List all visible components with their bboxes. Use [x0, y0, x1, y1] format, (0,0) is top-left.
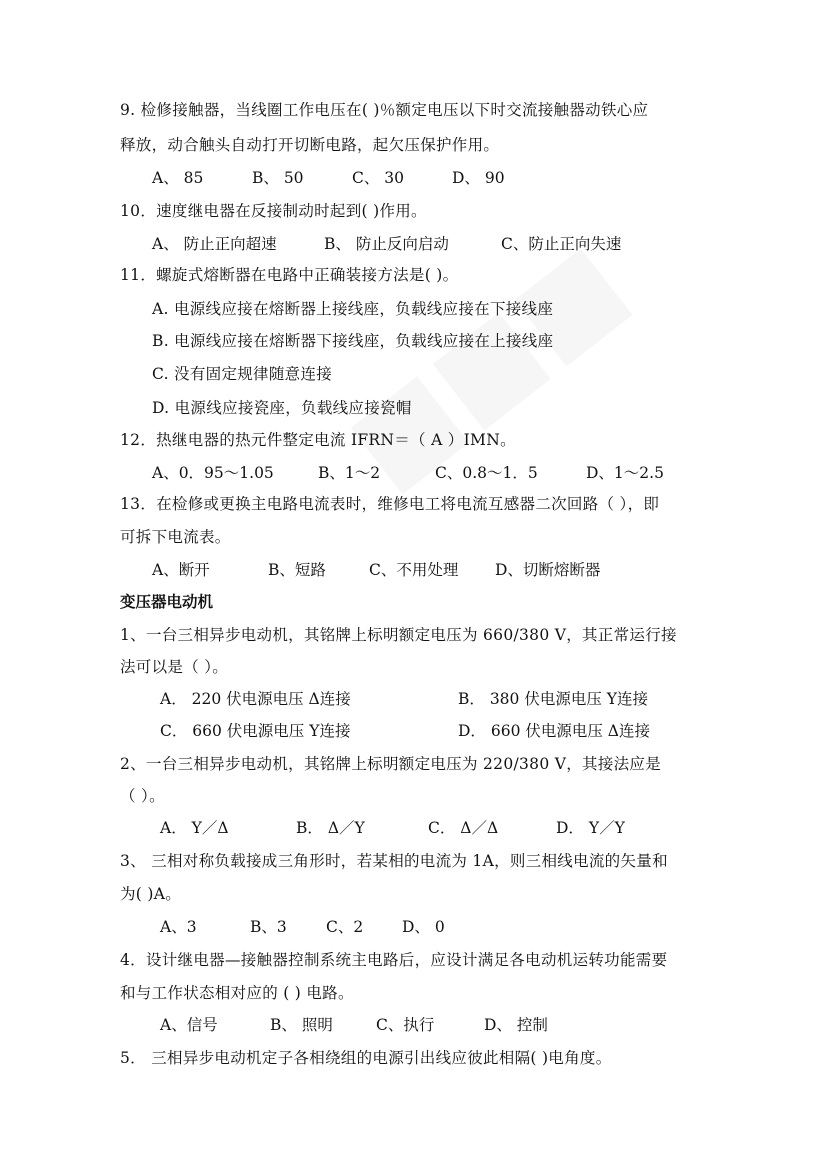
motor-question-4-option-b: B、 照明 [270, 1016, 333, 1034]
question-12-option-c: C、0.8～1．5 [435, 464, 538, 482]
motor-question-3-option-b: B、3 [250, 918, 287, 936]
motor-question-3-option-d: D、 0 [402, 918, 445, 936]
question-11-line-1: 11．螺旋式熔断器在电路中正确装接方法是( )。 [120, 266, 459, 284]
motor-question-1-option-a: A． 220 伏电源电压 Δ连接 [160, 690, 351, 708]
motor-question-2-option-b: B． Δ／Y [296, 819, 365, 837]
question-9-line-2: 释放，动合触头自动打开切断电路，起欠压保护作用。 [120, 136, 500, 154]
question-12-option-d: D、1～2.5 [586, 464, 664, 482]
question-9-line-1: 9. 检修接触器，当线圈工作电压在( )％额定电压以下时交流接触器动铁心应 [120, 101, 649, 119]
motor-question-3-line-1: 3、 三相对称负载接成三角形时，若某相的电流为 1A，则三相线电流的矢量和 [120, 852, 668, 870]
question-10-option-c: C、防止正向失速 [501, 235, 622, 253]
question-10-line-1: 10．速度继电器在反接制动时起到( )作用。 [120, 202, 427, 220]
question-13-option-a: A、断开 [152, 561, 210, 579]
question-13-line-2: 可拆下电流表。 [120, 528, 231, 546]
motor-question-1-line-1: 1、一台三相异步电动机，其铭牌上标明额定电压为 660/380 V，其正常运行接 [120, 626, 677, 644]
motor-question-2-option-a: A． Y／Δ [160, 819, 229, 837]
question-13-option-c: C、不用处理 [369, 561, 459, 579]
question-11-option-c: C. 没有固定规律随意连接 [152, 365, 333, 383]
question-9-option-b: B、 50 [252, 169, 304, 187]
motor-question-3-line-2: 为( )A。 [120, 885, 182, 903]
question-9-option-c: C、 30 [352, 169, 405, 187]
motor-question-2-line-2: （ ）。 [120, 787, 165, 805]
question-11-option-b: B. 电源线应接在熔断器下接线座，负载线应接在上接线座 [152, 332, 554, 350]
question-13-line-1: 13．在检修或更换主电路电流表时，维修电工将电流互感器二次回路（ ），即 [120, 495, 660, 513]
motor-question-2-option-d: D． Y／Y [556, 819, 625, 837]
question-9-option-a: A、 85 [152, 169, 204, 187]
question-12-option-b: B、1～2 [318, 464, 381, 482]
question-11-option-a: A. 电源线应接在熔断器上接线座，负载线应接在下接线座 [152, 300, 554, 318]
motor-question-1-line-2: 法可以是（ ）。 [120, 658, 229, 676]
motor-question-2-line-1: 2、一台三相异步电动机，其铭牌上标明额定电压为 220/380 V，其接法应是 [120, 755, 662, 773]
motor-question-2-option-c: C． Δ／Δ [428, 819, 499, 837]
motor-question-5-line-1: 5． 三相异步电动机定子各相绕组的电源引出线应彼此相隔( )电角度。 [120, 1049, 612, 1067]
motor-question-4-option-d: D、 控制 [484, 1016, 548, 1034]
motor-question-4-line-1: 4．设计继电器—接触器控制系统主电路后，应设计满足各电动机运转功能需要 [120, 951, 668, 969]
section-heading: 变压器电动机 [120, 593, 214, 611]
motor-question-4-option-a: A、信号 [160, 1016, 218, 1034]
question-13-option-b: B、短路 [268, 561, 326, 579]
motor-question-1-option-b: B． 380 伏电源电压 Y连接 [458, 690, 648, 708]
motor-question-4-line-2: 和与工作状态相对应的 ( ) 电路。 [120, 984, 354, 1002]
motor-question-3-option-c: C、2 [326, 918, 364, 936]
question-9-option-d: D、 90 [452, 169, 505, 187]
motor-question-4-option-c: C、执行 [376, 1016, 435, 1034]
question-12-line-1: 12．热继电器的热元件整定电流 IFRN＝（ A ）IMN。 [120, 431, 516, 449]
question-11-option-d: D. 电源线应接瓷座，负载线应接瓷帽 [152, 399, 412, 417]
question-10-option-a: A、 防止正向超速 [152, 235, 277, 253]
question-12-option-a: A、0．95～1.05 [152, 464, 274, 482]
question-10-option-b: B、 防止反向启动 [324, 235, 449, 253]
motor-question-1-option-d: D． 660 伏电源电压 Δ连接 [458, 722, 650, 740]
question-13-option-d: D、切断熔断器 [495, 561, 601, 579]
motor-question-1-option-c: C． 660 伏电源电压 Y连接 [160, 722, 351, 740]
motor-question-3-option-a: A、3 [160, 918, 197, 936]
